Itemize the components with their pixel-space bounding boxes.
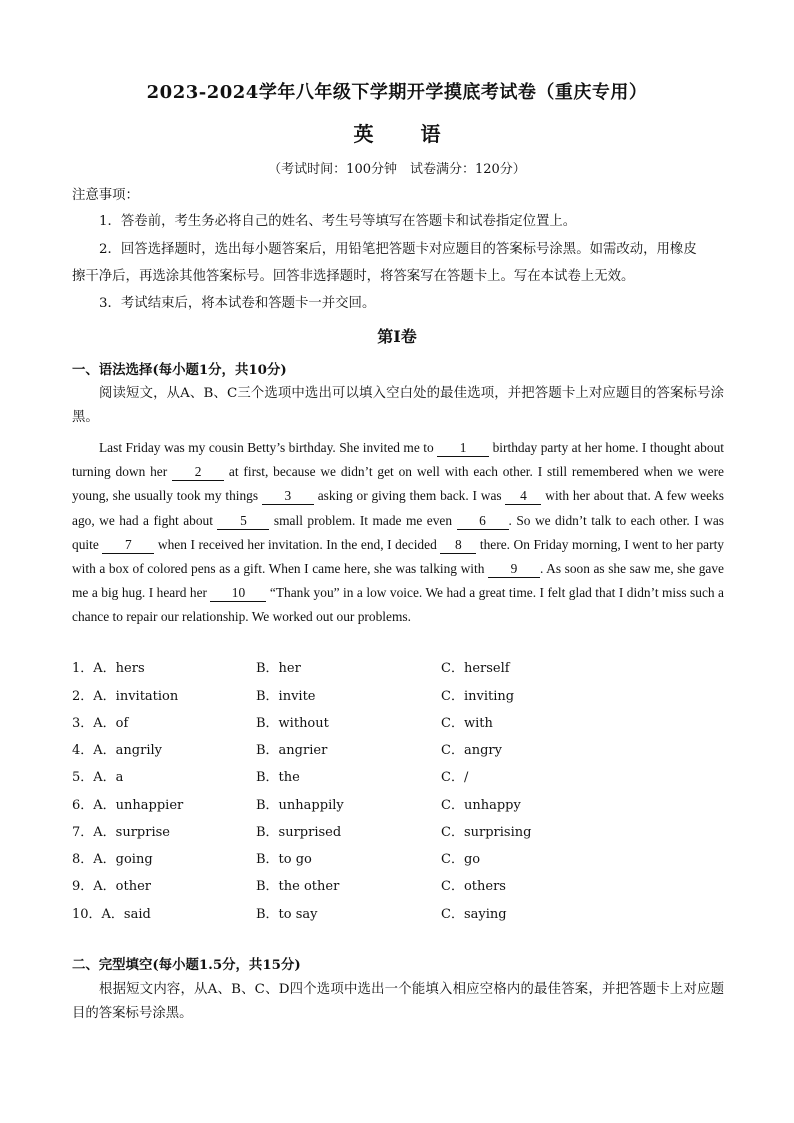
- option-row: [72, 739, 724, 763]
- option-c: C．others: [441, 879, 506, 894]
- option-c: C．surprising: [441, 825, 532, 840]
- blank-9: 9: [488, 561, 540, 578]
- passage-text: . So we didn’t talk to each other. I was quite: [72, 512, 725, 552]
- subject-title: 英 语: [353, 122, 441, 146]
- volume-title: 第Ⅰ卷: [377, 327, 417, 346]
- option-row: [72, 657, 724, 681]
- option-a: 3．A．of: [72, 716, 129, 731]
- blank-4: 4: [505, 488, 541, 505]
- option-c: C．angry: [441, 743, 502, 758]
- option-c: C．with: [441, 716, 493, 731]
- option-c: C．herself: [441, 661, 510, 676]
- option-b: B．the: [256, 770, 300, 785]
- option-row: [72, 903, 724, 927]
- blank-7: 7: [102, 537, 154, 554]
- passage-text: when I received her invitation. In the end, I decided: [154, 536, 441, 552]
- option-row: [72, 794, 724, 818]
- passage-text: Last Friday was my cousin Betty’s birthday. She invited me to: [99, 440, 438, 455]
- section1-heading: 一、语法选择(每小题1分，共10分): [72, 362, 287, 378]
- notes-heading: 注意事项：: [72, 188, 139, 203]
- note-item-2: 2．回答选择题时，选出每小题答案后，用铅笔把答题卡对应题目的答案标号涂黑。如需改动，用橡皮: [99, 242, 697, 257]
- option-a: 8．A．going: [72, 852, 153, 867]
- option-a: 2．A．invitation: [72, 689, 179, 704]
- note-item-1: 1．答卷前，考生务必将自己的姓名、考生号等填写在答题卡和试卷指定位置上。: [99, 214, 577, 229]
- option-c: C．inviting: [441, 689, 515, 704]
- grammar-passage: [72, 436, 724, 630]
- option-a: 7．A．surprise: [72, 825, 170, 840]
- passage-text: with her about that. A few weeks ago, we had a fight about: [72, 488, 724, 528]
- option-b: B．to say: [256, 907, 318, 922]
- option-row: [72, 875, 724, 899]
- option-a: 10．A．said: [72, 907, 151, 922]
- option-row: [72, 685, 724, 709]
- exam-title: 2023-2024学年八年级下学期开学摸底考试卷（重庆专用）: [146, 82, 648, 103]
- option-a: 1．A．hers: [72, 661, 145, 676]
- option-b: B．to go: [256, 852, 312, 867]
- option-c: C．unhappy: [441, 798, 521, 813]
- option-c: C．saying: [441, 907, 507, 922]
- passage-text: . As soon as she saw me, she gave me a big hug. I heard her: [72, 561, 725, 601]
- option-a: 5．A．a: [72, 770, 124, 785]
- option-b: B．invite: [256, 689, 316, 704]
- option-c: C．/: [441, 770, 469, 785]
- passage-text: there. On Friday morning, I went to her party with a box of colored pens as a gift. When I came here, she was talking with: [72, 536, 725, 577]
- exam-info: （考试时间：100分钟 试卷满分：120分）: [268, 162, 526, 177]
- option-row: [72, 712, 724, 736]
- option-b: B．angrier: [256, 743, 328, 758]
- option-a: 6．A．unhappier: [72, 798, 184, 813]
- option-b: B．without: [256, 716, 329, 731]
- blank-8: 8: [440, 537, 476, 554]
- section1-instruction: 阅读短文，从A、B、C三个选项中选出可以填入空白处的最佳选项，并把答题卡上对应题目的答案标号涂黑。: [72, 386, 724, 426]
- blank-1: 1: [437, 440, 489, 457]
- section2-instruction: 根据短文内容，从A、B、C、D四个选项中选出一个能填入相应空格内的最佳答案，并把答题卡上对应题目的答案标号涂黑。: [72, 982, 724, 1022]
- option-b: B．unhappily: [256, 798, 344, 813]
- option-b: B．the other: [256, 879, 340, 894]
- section2-heading: 二、完型填空(每小题1.5分，共15分): [72, 957, 301, 973]
- note-item-2-cont: 擦干净后，再选涂其他答案标号。回答非选择题时，将答案写在答题卡上。写在本试卷上无效。: [72, 269, 635, 284]
- blank-2: 2: [172, 464, 224, 481]
- option-row: [72, 821, 724, 845]
- passage-text: small problem. It made me even: [269, 512, 457, 528]
- passage-text: “Thank you” in a low voice. We had a great time. I felt glad that I didn’t miss such a chance to repair our relationship. We worked out our problems.: [72, 585, 724, 625]
- option-row: [72, 766, 724, 790]
- blank-5: 5: [217, 513, 269, 530]
- blank-6: 6: [457, 513, 509, 530]
- blank-3: 3: [262, 488, 314, 505]
- option-row: [72, 848, 724, 872]
- option-b: B．her: [256, 661, 301, 676]
- option-b: B．surprised: [256, 825, 342, 840]
- option-a: 9．A．other: [72, 879, 151, 894]
- passage-text: at first, because we didn’t get on well with each other. I still remembered when we were young, she usually took my things: [72, 464, 724, 504]
- blank-10: 10: [210, 585, 266, 602]
- option-a: 4．A．angrily: [72, 743, 162, 758]
- passage-text: asking or giving them back. I was: [313, 488, 506, 504]
- passage-text: birthday party at her home. I thought about turning down her: [72, 440, 724, 480]
- note-item-3: 3．考试结束后，将本试卷和答题卡一并交回。: [99, 296, 376, 311]
- option-c: C．go: [441, 852, 481, 867]
